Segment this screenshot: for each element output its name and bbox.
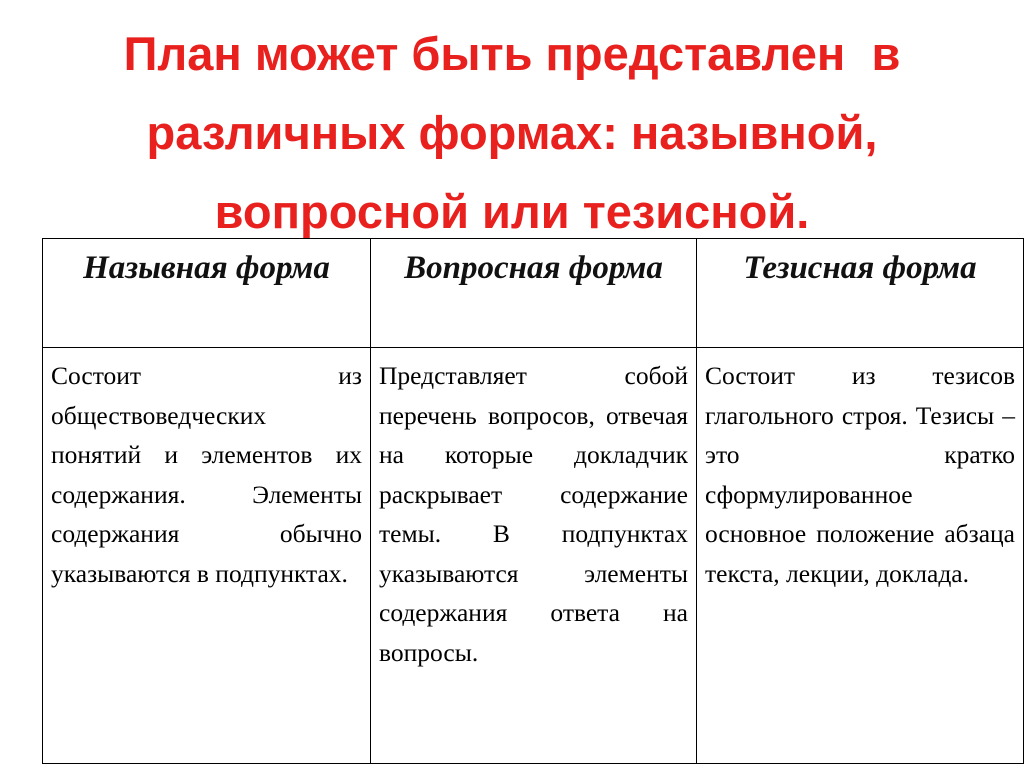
plan-forms-table — [42, 238, 1024, 764]
cell-question-form: Представляет собой перечень вопросов, отвечая на которые докладчик раскрывает содержание темы. В подпунктах указываются элементы содержания ответа на вопросы. — [371, 348, 697, 764]
title-line-2: различных формах: назывной, — [146, 106, 878, 159]
header-thesis-form: Тезисная форма — [697, 239, 1024, 348]
table-header-row — [43, 239, 1024, 348]
title-line-3: вопросной или тезисной. — [214, 185, 810, 238]
title-line-1: План может быть представлен в — [123, 27, 901, 80]
cell-nominal-form: Состоит из обществоведческих понятий и элементов их содержания. Элементы содержания обычно указываются в подпунктах. — [43, 348, 371, 764]
header-nominal-form: Назывная форма — [43, 239, 371, 348]
slide-title — [0, 14, 1024, 251]
table-body-row — [43, 348, 1024, 764]
cell-thesis-form: Состоит из тезисов глагольного строя. Тезисы – это кратко сформулированное основное положение абзаца текста, лекции, доклада. — [697, 348, 1024, 764]
header-question-form: Вопросная форма — [371, 239, 697, 348]
